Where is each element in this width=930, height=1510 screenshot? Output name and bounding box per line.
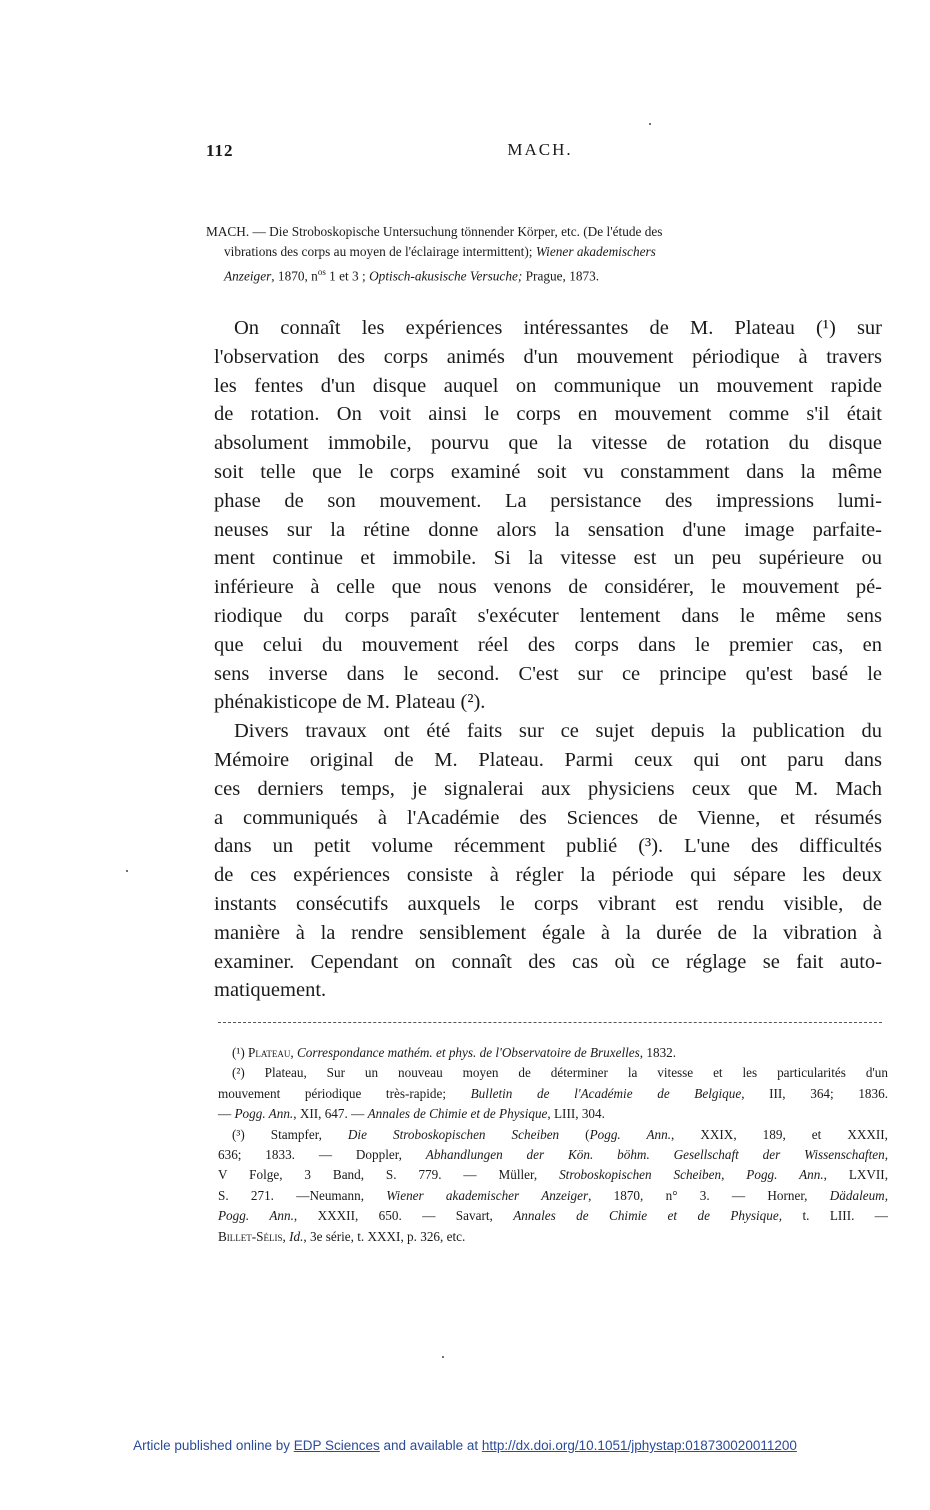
footnote-text: , XXIX, 189, et XXXII, [671, 1126, 888, 1142]
footnote-text: , LXVII, [823, 1167, 888, 1183]
footnote-journal: Wiener akademischer Anzeiger [386, 1187, 589, 1203]
footnote-text: t. LIII. — [782, 1208, 888, 1224]
text-line: les fentes d'un disque auquel on communique un mouvement rapide [214, 374, 882, 397]
footnote-title: Dädaleum, [829, 1187, 889, 1203]
text-line: ment continue et immobile. Si la vitesse est un peu supérieure ou [214, 547, 882, 570]
footnote-text: , 3e série, t. XXXI, p. 326, etc. [303, 1228, 466, 1244]
main-text [214, 314, 882, 1005]
reference-text: vibrations des corps au moyen de l'éclairage intermittent); [224, 244, 536, 259]
footnote-text: , 1870, n° 3. — Horner, [588, 1187, 830, 1203]
footnote-text: V Folge, 3 Band, S. 779. — Müller, [218, 1167, 560, 1183]
text-line: phénakisticope de M. Plateau (²). [214, 691, 486, 714]
text-line: phase de son mouvement. La persistance des impressions lumi- [214, 489, 882, 512]
text-line: inférieure à celle que nous venons de considérer, le mouvement pé- [214, 576, 882, 599]
footnote-journal: Pogg. Ann. [234, 1106, 294, 1122]
reference-line [206, 262, 878, 286]
text-line: sens inverse dans le second. C'est sur ce principe qu'est basé le [214, 662, 882, 685]
footnote-journal: Pogg. Ann. [589, 1126, 672, 1142]
publication-footer [0, 1438, 930, 1453]
footnote-text: ( [559, 1126, 590, 1142]
footnote-text: — [218, 1106, 235, 1122]
footnote-text: , XXXII, 650. — Savart, [293, 1208, 514, 1224]
footnote-text: , III, 364; 1836. [741, 1085, 888, 1101]
footnote-3-line [218, 1206, 888, 1226]
footnote-text: (³) Stampfer, [232, 1126, 348, 1142]
page-number: 112 [206, 141, 234, 160]
scan-speck [442, 1356, 444, 1358]
footnote-marker: (¹) [232, 1045, 249, 1060]
footnote-text: , LIII, 304. [547, 1106, 605, 1122]
footnote-text: , 1832. [639, 1045, 677, 1060]
footnote-3-line [218, 1145, 888, 1165]
doi-link[interactable]: http://dx.doi.org/10.1051/jphystap:018730020011200 [481, 1438, 797, 1453]
text-line: que celui du mouvement réel des corps dans le premier cas, en [214, 633, 882, 656]
text-line: matiquement. [214, 979, 327, 1002]
footnote-journal: Annales de Chimie et de Physique, [513, 1208, 783, 1224]
footer-text: Article published online by [133, 1438, 294, 1453]
footnote-author: Billet-Sélis, [218, 1228, 290, 1244]
footnote-title: Abhandlungen der Kön. böhm. Gesellschaft der Wissenschaften, [425, 1147, 888, 1163]
footer-text: and available at [379, 1438, 482, 1453]
text-line: instants consécutifs auxquels le corps vibrant est rendu visible, de [214, 892, 882, 915]
footnote-journal: Pogg. Ann. [218, 1208, 294, 1224]
scan-speck [126, 870, 128, 872]
footnote-2-line: (²) Plateau, Sur un nouveau moyen de déterminer la vitesse et les particularités d'un [232, 1065, 888, 1081]
footnote-journal: Correspondance mathém. et phys. de l'Observatoire de Bruxelles [296, 1045, 640, 1060]
reference-sup: os [317, 267, 326, 277]
text-line: a communiqués à l'Académie des Sciences de Vienne, et résumés [214, 806, 882, 829]
reference-line: MACH. — Die Stroboskopische Untersuchung tönnender Körper, etc. (De l'étude des [206, 224, 663, 239]
text-line: manière à la rendre sensiblement égale à la durée de la vibration à [214, 921, 882, 944]
scan-speck [649, 123, 651, 125]
text-line: de ces expériences consiste à régler la période qui sépare les deux [214, 864, 882, 887]
reference-text: Prague, 1873. [522, 268, 600, 284]
reference-text: 1 et 3 ; [325, 268, 370, 284]
footnote-text: , XII, 647. — [293, 1106, 368, 1122]
footnote-journal: Annales de Chimie et de Physique [367, 1106, 548, 1122]
reference-book: Optisch-akusische Versuche; [369, 268, 523, 284]
footnote-3-line [218, 1165, 888, 1185]
footnote-text: mouvement périodique très-rapide; [218, 1085, 471, 1101]
reference-text: , 1870, n [271, 268, 318, 284]
footnote-text: S. 271. —Neumann, [218, 1187, 387, 1203]
footnote-author: Plateau [248, 1045, 291, 1060]
reference-line [206, 242, 878, 262]
footnote-text: 636; 1833. — Doppler, [218, 1147, 426, 1163]
reference-journal: Anzeiger [224, 268, 272, 284]
footnote-3-line [218, 1186, 888, 1206]
bibliographic-reference [206, 222, 878, 286]
footnotes [218, 1043, 888, 1247]
footnote-title: Die Stroboskopischen Scheiben [347, 1126, 560, 1142]
text-line: ces derniers temps, je signalerai aux physiciens ceux que M. Mach [214, 777, 882, 800]
text-line: soit telle que le corps examiné soit vu constamment dans la même [214, 460, 882, 483]
text-line: de rotation. On voit ainsi le corps en mouvement comme s'il était [214, 403, 882, 426]
footnote-1 [218, 1043, 888, 1063]
footnote-2-line [218, 1084, 888, 1104]
text-line: examiner. Cependant on connaît des cas où ce réglage se fait auto- [214, 950, 882, 973]
text-line: absolument immobile, pourvu que la vitesse de rotation du disque [214, 432, 882, 455]
footnote-2-line [218, 1104, 888, 1124]
text-line: l'observation des corps animés d'un mouvement périodique à travers [214, 345, 882, 368]
text-line: dans un petit volume récemment publié (³). L'une des difficultés [214, 835, 882, 858]
text-line: riodique du corps paraît s'exécuter lentement dans le même sens [214, 604, 882, 627]
text-line: Mémoire original de M. Plateau. Parmi ceux qui ont paru dans [214, 748, 882, 771]
text-line: Divers travaux ont été faits sur ce sujet depuis la publication du [234, 720, 882, 743]
footnote-3-line [218, 1125, 888, 1145]
text-line: On connaît les expériences intéressantes de M. Plateau (¹) sur [234, 317, 882, 339]
footnote-title: Stroboskopischen Scheiben, Pogg. Ann. [559, 1167, 824, 1183]
running-head: MACH. [507, 140, 573, 159]
publisher-link[interactable]: EDP Sciences [293, 1438, 380, 1453]
text-line: neuses sur la rétine donne alors la sensation d'une image parfaite- [214, 518, 882, 541]
reference-journal: Wiener akademischers [535, 244, 656, 259]
footnote-journal: Id. [289, 1228, 304, 1244]
footnote-journal: Bulletin de l'Académie de Belgique [470, 1085, 742, 1101]
footnote-3-line [218, 1227, 888, 1247]
footnote-divider [218, 1022, 882, 1023]
footnote-text: , [290, 1045, 297, 1060]
